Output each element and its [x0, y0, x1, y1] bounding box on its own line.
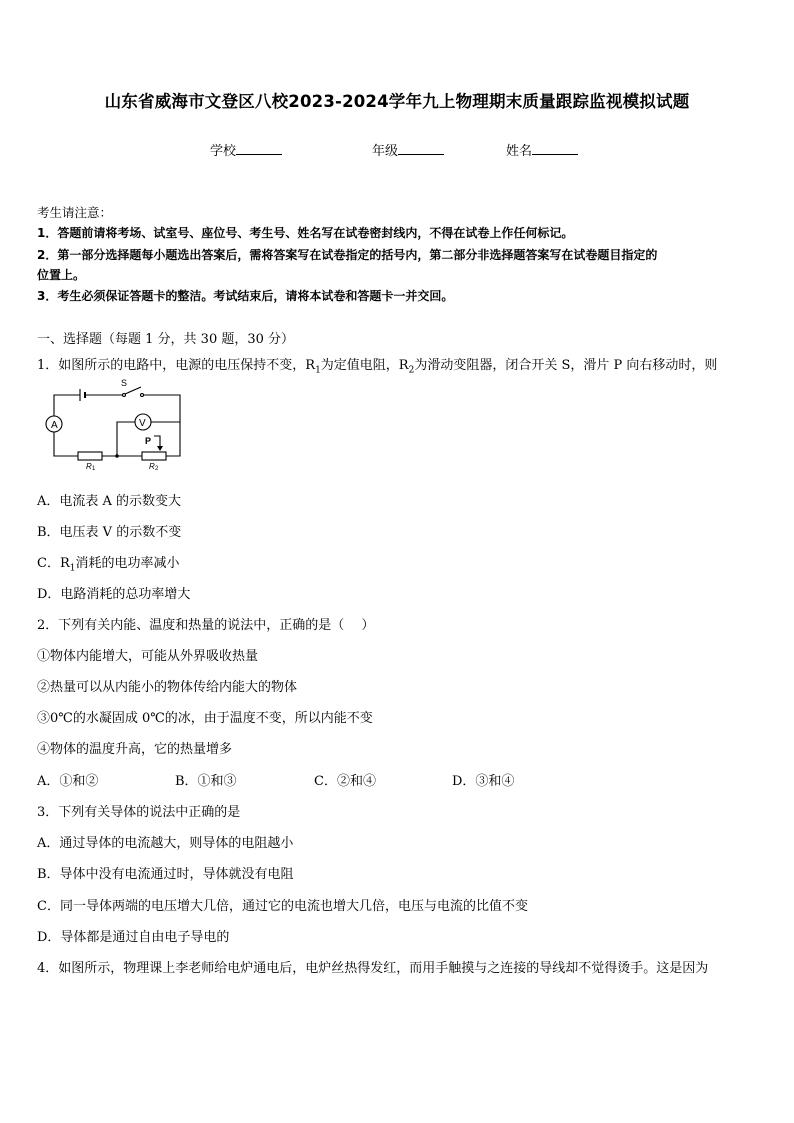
- q2-option-b[interactable]: B．①和③: [175, 774, 237, 789]
- q2-stem: 2．下列有关内能、温度和热量的说法中，正确的是（ ）: [37, 618, 375, 633]
- ammeter-label: A: [51, 420, 58, 431]
- notice-item-3: 3．考生必须保证答题卡的整洁。考试结束后，请将本试卷和答题卡一并交回。: [37, 289, 454, 303]
- switch-blade: [125, 387, 141, 394]
- wire-voltmeter-left: [117, 422, 135, 456]
- q2-statement-2: ②热量可以从内能小的物体传给内能大的物体: [37, 680, 298, 695]
- grade-field[interactable]: [372, 140, 444, 159]
- q2-option-d[interactable]: D．③和④: [452, 774, 515, 789]
- wire-top-left: [54, 395, 80, 416]
- q1-option-d[interactable]: D．电路消耗的总功率增大: [37, 587, 191, 602]
- wire-right-bottom: [166, 425, 180, 456]
- q1-option-c-part-b: 消耗的电功率减小: [75, 556, 180, 571]
- school-label: 学校: [210, 144, 237, 159]
- q1-stem-part-a: 1．如图所示的电路中，电源的电压保持不变，R: [37, 358, 316, 373]
- q4-stem: 4．如图所示，物理课上李老师给电炉通电后，电炉丝热得发红，而用手触摸与之连接的导线却不觉得烫手。这是因为: [37, 961, 709, 976]
- section-heading: 一、选择题（每题 1 分，共 30 题，30 分）: [37, 332, 295, 347]
- q1-option-c[interactable]: [37, 552, 180, 574]
- notice-item-2: 2．第一部分选择题每小题选出答案后，需将答案写在试卷指定的括号内，第二部分非选择题答案写在试卷题目指定的: [37, 248, 658, 262]
- q1-stem-sub1: 1: [315, 365, 321, 376]
- r2-sub: 2: [155, 466, 159, 470]
- q1-option-c-part-a: C．R: [37, 556, 70, 571]
- q1-stem-sub2: 2: [408, 365, 415, 376]
- q3-stem: 3．下列有关导体的说法中正确的是: [37, 805, 241, 820]
- slider-label: P: [145, 436, 152, 446]
- voltmeter-label: V: [139, 418, 146, 429]
- school-blank[interactable]: [236, 142, 282, 155]
- q2-statement-3: ③0℃的水凝固成 0℃的冰，由于温度不变，所以内能不变: [37, 711, 373, 726]
- q3-option-c[interactable]: C．同一导体两端的电压增大几倍，通过它的电流也增大几倍，电压与电流的比值不变: [37, 899, 528, 914]
- q1-option-b[interactable]: B．电压表 V 的示数不变: [37, 525, 182, 540]
- r2-label: R: [149, 462, 155, 470]
- name-field[interactable]: [506, 140, 578, 159]
- q3-option-a[interactable]: A．通过导体的电流越大，则导体的电阻越小: [37, 836, 294, 851]
- r1-label: R: [86, 462, 92, 470]
- q3-option-d[interactable]: D．导体都是通过自由电子导电的: [37, 930, 230, 945]
- switch-label: S: [121, 378, 128, 388]
- school-field[interactable]: [210, 140, 282, 159]
- notice-item-2-cont: 位置上。: [37, 268, 86, 282]
- r2-resistor: [142, 452, 166, 460]
- wire-top-right: [143, 395, 180, 425]
- q2-statement-1: ①物体内能增大，可能从外界吸收热量: [37, 649, 259, 664]
- q1-option-c-sub: 1: [69, 563, 76, 574]
- name-label: 姓名: [506, 144, 533, 159]
- notice-heading: 考生请注意：: [37, 205, 113, 220]
- r1-resistor: [78, 452, 102, 460]
- grade-label: 年级: [372, 144, 399, 159]
- slider-arrow: [157, 446, 163, 451]
- r1-sub: 1: [92, 466, 96, 470]
- q2-option-a[interactable]: A．①和②: [37, 774, 99, 789]
- q1-stem: [37, 354, 717, 376]
- notice-item-1: 1．答题前请将考场、试室号、座位号、考生号、姓名写在试卷密封线内，不得在试卷上作任何标记。: [37, 226, 574, 240]
- wire-left-bottom: [54, 432, 78, 456]
- grade-blank[interactable]: [398, 142, 444, 155]
- q1-stem-part-b: 为定值电阻，R: [320, 358, 409, 373]
- q1-stem-part-c: 为滑动变阻器，闭合开关 S，滑片 P 向右移动时，则: [414, 358, 718, 373]
- q1-option-a[interactable]: A．电流表 A 的示数变大: [37, 494, 182, 509]
- page-title: 山东省威海市文登区八校2023-2024学年九上物理期末质量跟踪监视模拟试题: [104, 92, 690, 111]
- circuit-diagram: [40, 378, 192, 470]
- q2-option-c[interactable]: C．②和④: [314, 774, 376, 789]
- q2-statement-4: ④物体的温度升高，它的热量增多: [37, 742, 233, 757]
- q3-option-b[interactable]: B．导体中没有电流通过时，导体就没有电阻: [37, 867, 294, 882]
- name-blank[interactable]: [532, 142, 578, 155]
